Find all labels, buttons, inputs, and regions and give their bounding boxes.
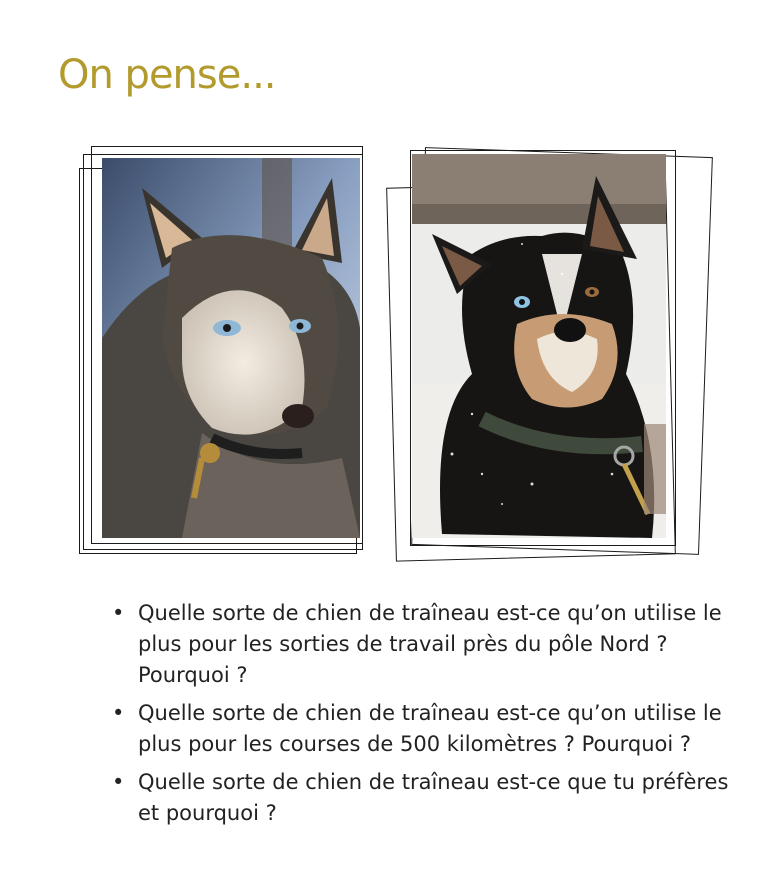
question-text: Quelle sorte de chien de traîneau est-ce qu’on utilise le plus pour les sorties de travail près du pôle Nord ? Pourquoi ? bbox=[138, 601, 722, 687]
bullet-icon: • bbox=[112, 601, 125, 625]
list-item bbox=[112, 598, 732, 691]
page-title: On pense... bbox=[58, 52, 276, 98]
black-dog-photo-card bbox=[388, 146, 714, 566]
list-item bbox=[112, 767, 732, 829]
husky-photo bbox=[102, 158, 360, 538]
question-list bbox=[112, 598, 732, 836]
black-dog-photo bbox=[412, 154, 666, 538]
question-text: Quelle sorte de chien de traîneau est-ce que tu préfères et pourquoi ? bbox=[138, 770, 729, 825]
husky-photo-card bbox=[78, 146, 368, 556]
question-text: Quelle sorte de chien de traîneau est-ce qu’on utilise le plus pour les courses de 500 kilomètres ? Pourquoi ? bbox=[138, 701, 722, 756]
bullet-icon: • bbox=[112, 701, 125, 725]
bullet-icon: • bbox=[112, 770, 125, 794]
list-item bbox=[112, 698, 732, 760]
